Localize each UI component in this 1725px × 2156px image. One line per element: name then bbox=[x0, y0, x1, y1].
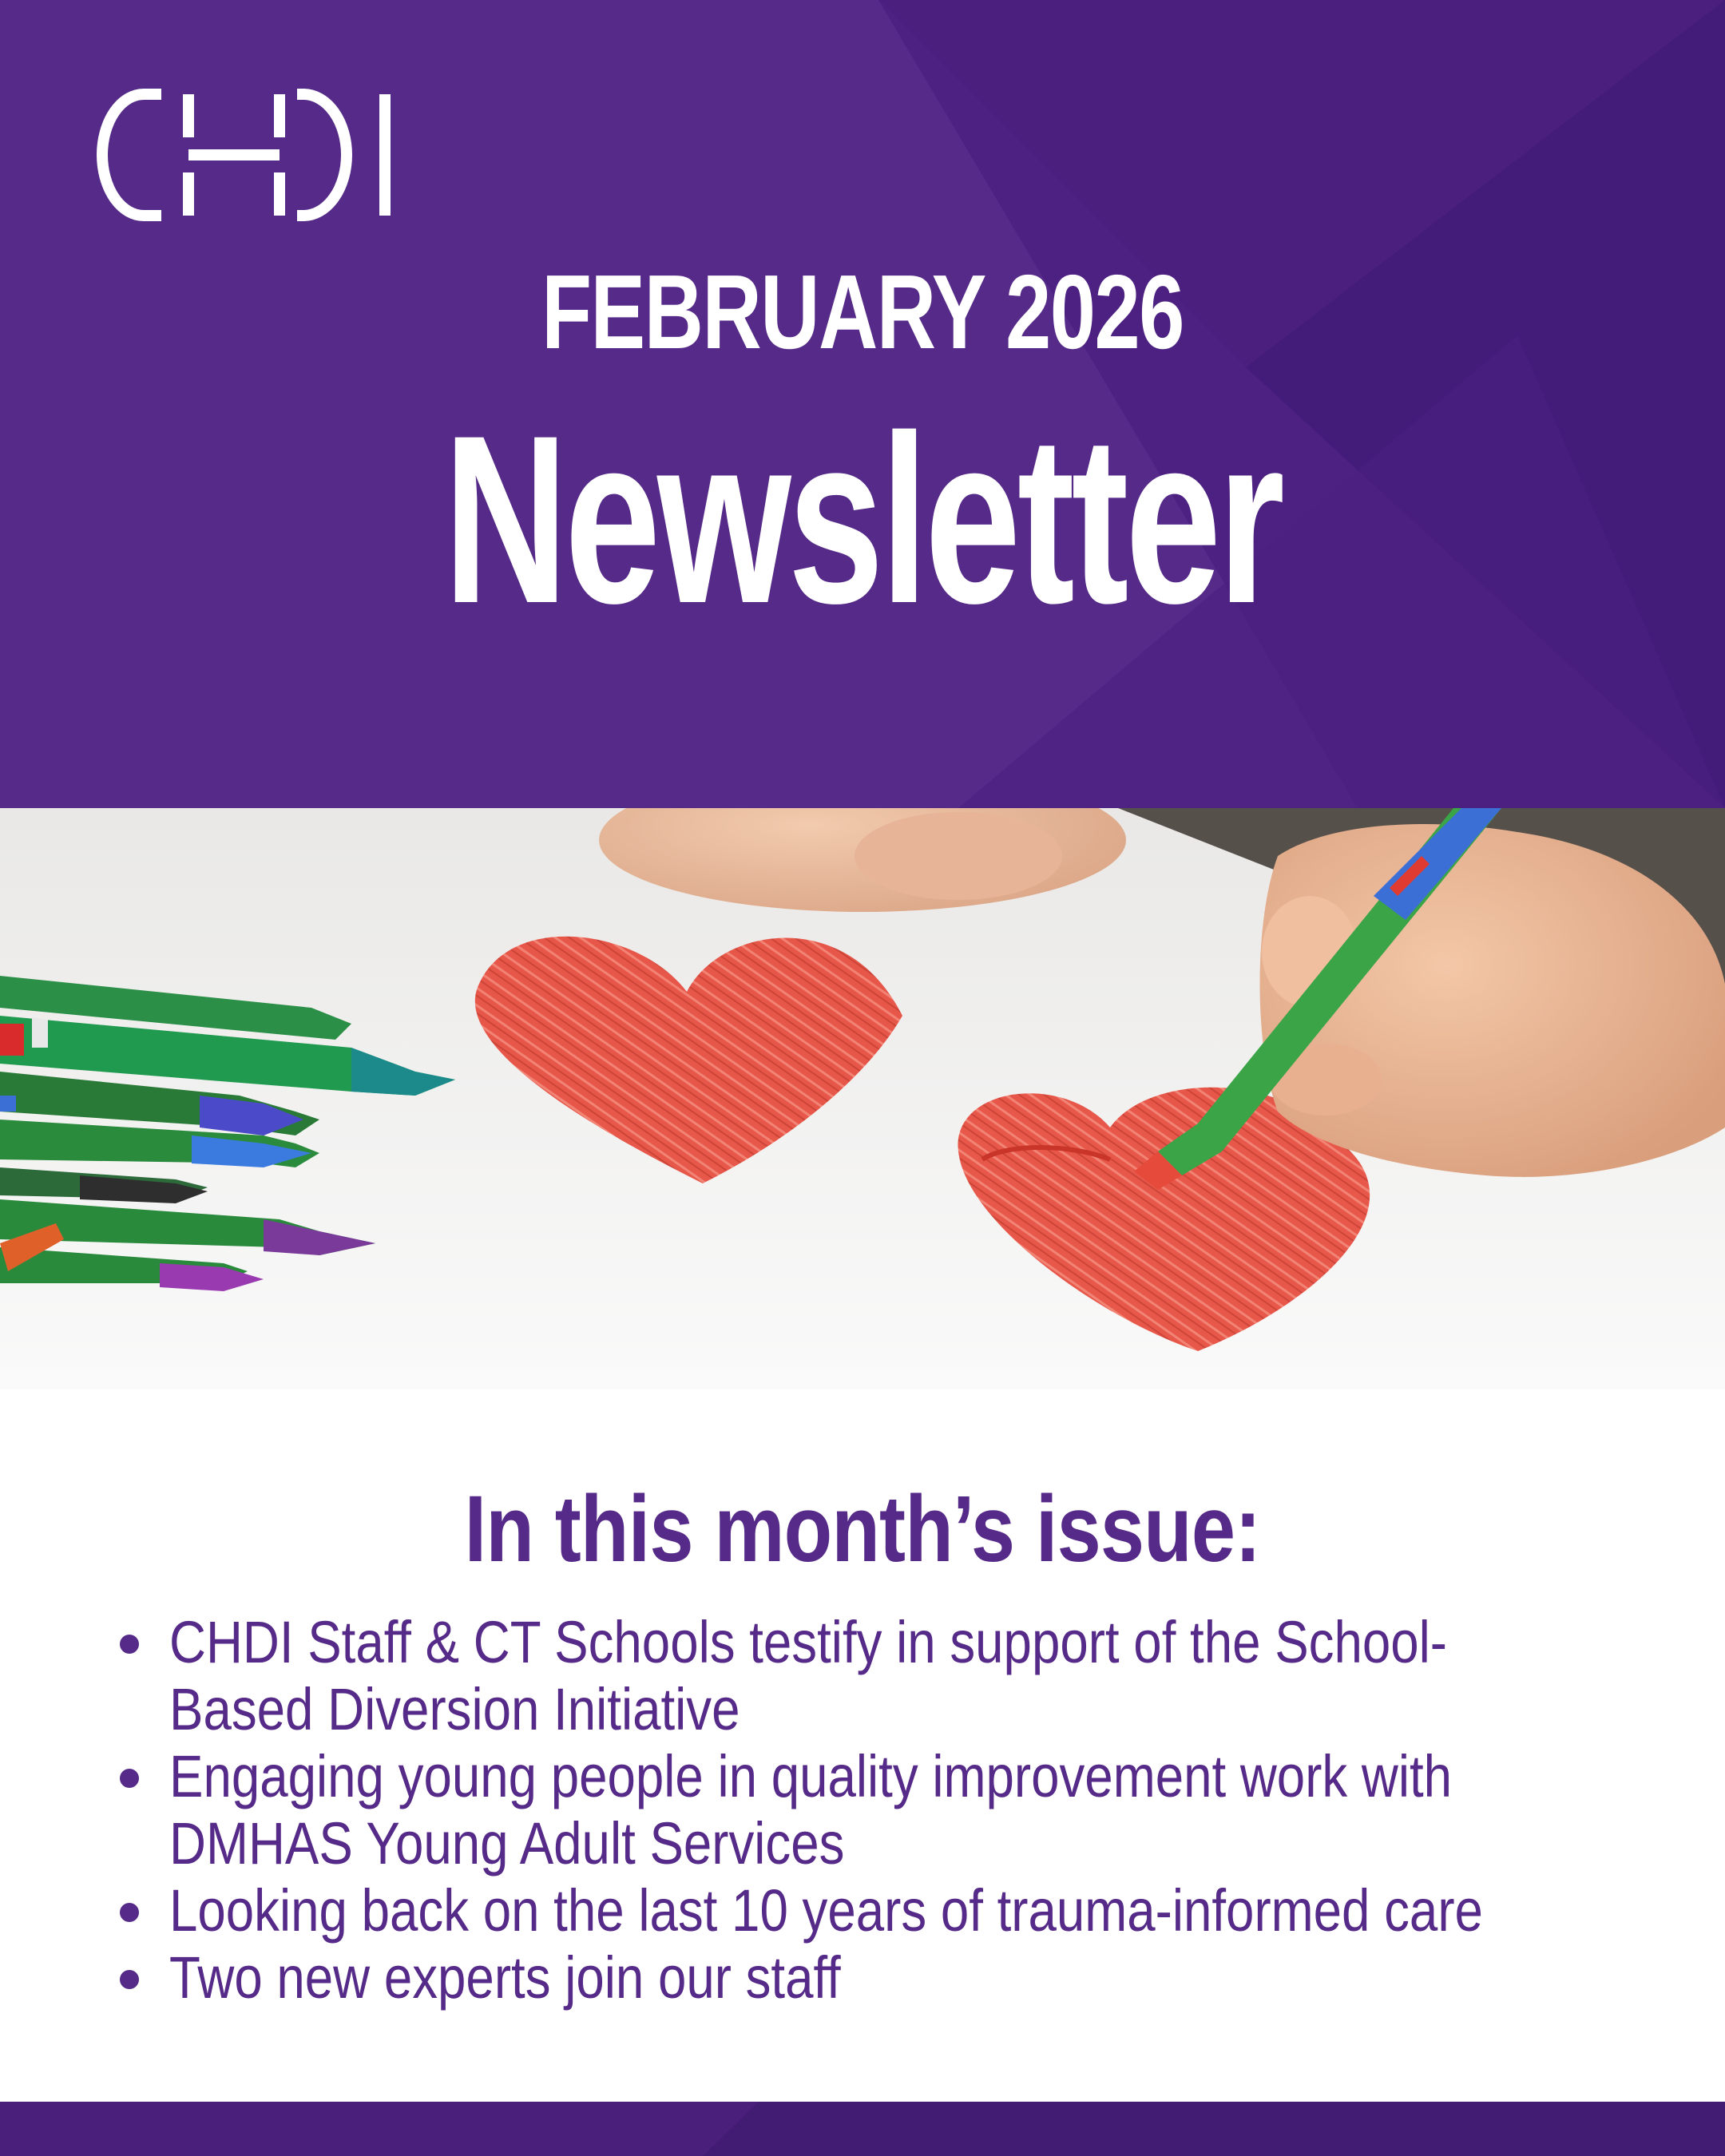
chdi-logo[interactable] bbox=[94, 86, 398, 224]
list-item-text: CHDI Staff & CT Schools testify in support of the School-Based Diversion Initiative bbox=[169, 1609, 1447, 1742]
bullet-icon bbox=[120, 1635, 139, 1654]
list-item-text: Looking back on the last 10 years of trauma-informed care bbox=[169, 1877, 1483, 1944]
list-item[interactable] bbox=[120, 1877, 1685, 1944]
child-drawing-hearts-illustration bbox=[0, 808, 1725, 1389]
list-item-text: Two new experts join our staff bbox=[169, 1944, 841, 2011]
list-item[interactable] bbox=[120, 1743, 1685, 1877]
footer-background bbox=[0, 2102, 1725, 2156]
issue-heading: In this month’s issue: bbox=[464, 1476, 1261, 1582]
hero-image bbox=[0, 808, 1725, 1389]
newsletter-header bbox=[0, 0, 1725, 808]
bullet-icon bbox=[120, 1970, 139, 1989]
issue-date: FEBRUARY 2026 bbox=[541, 253, 1184, 371]
bullet-icon bbox=[120, 1769, 139, 1788]
list-item[interactable] bbox=[120, 1609, 1685, 1743]
bullet-icon bbox=[120, 1903, 139, 1922]
footer-band bbox=[0, 2102, 1725, 2156]
issue-list bbox=[120, 1609, 1685, 2011]
page-title: Newsletter bbox=[443, 385, 1282, 653]
list-item-text: Engaging young people in quality improvement work with DMHAS Young Adult Services bbox=[169, 1743, 1453, 1877]
list-item[interactable] bbox=[120, 1944, 1685, 2011]
